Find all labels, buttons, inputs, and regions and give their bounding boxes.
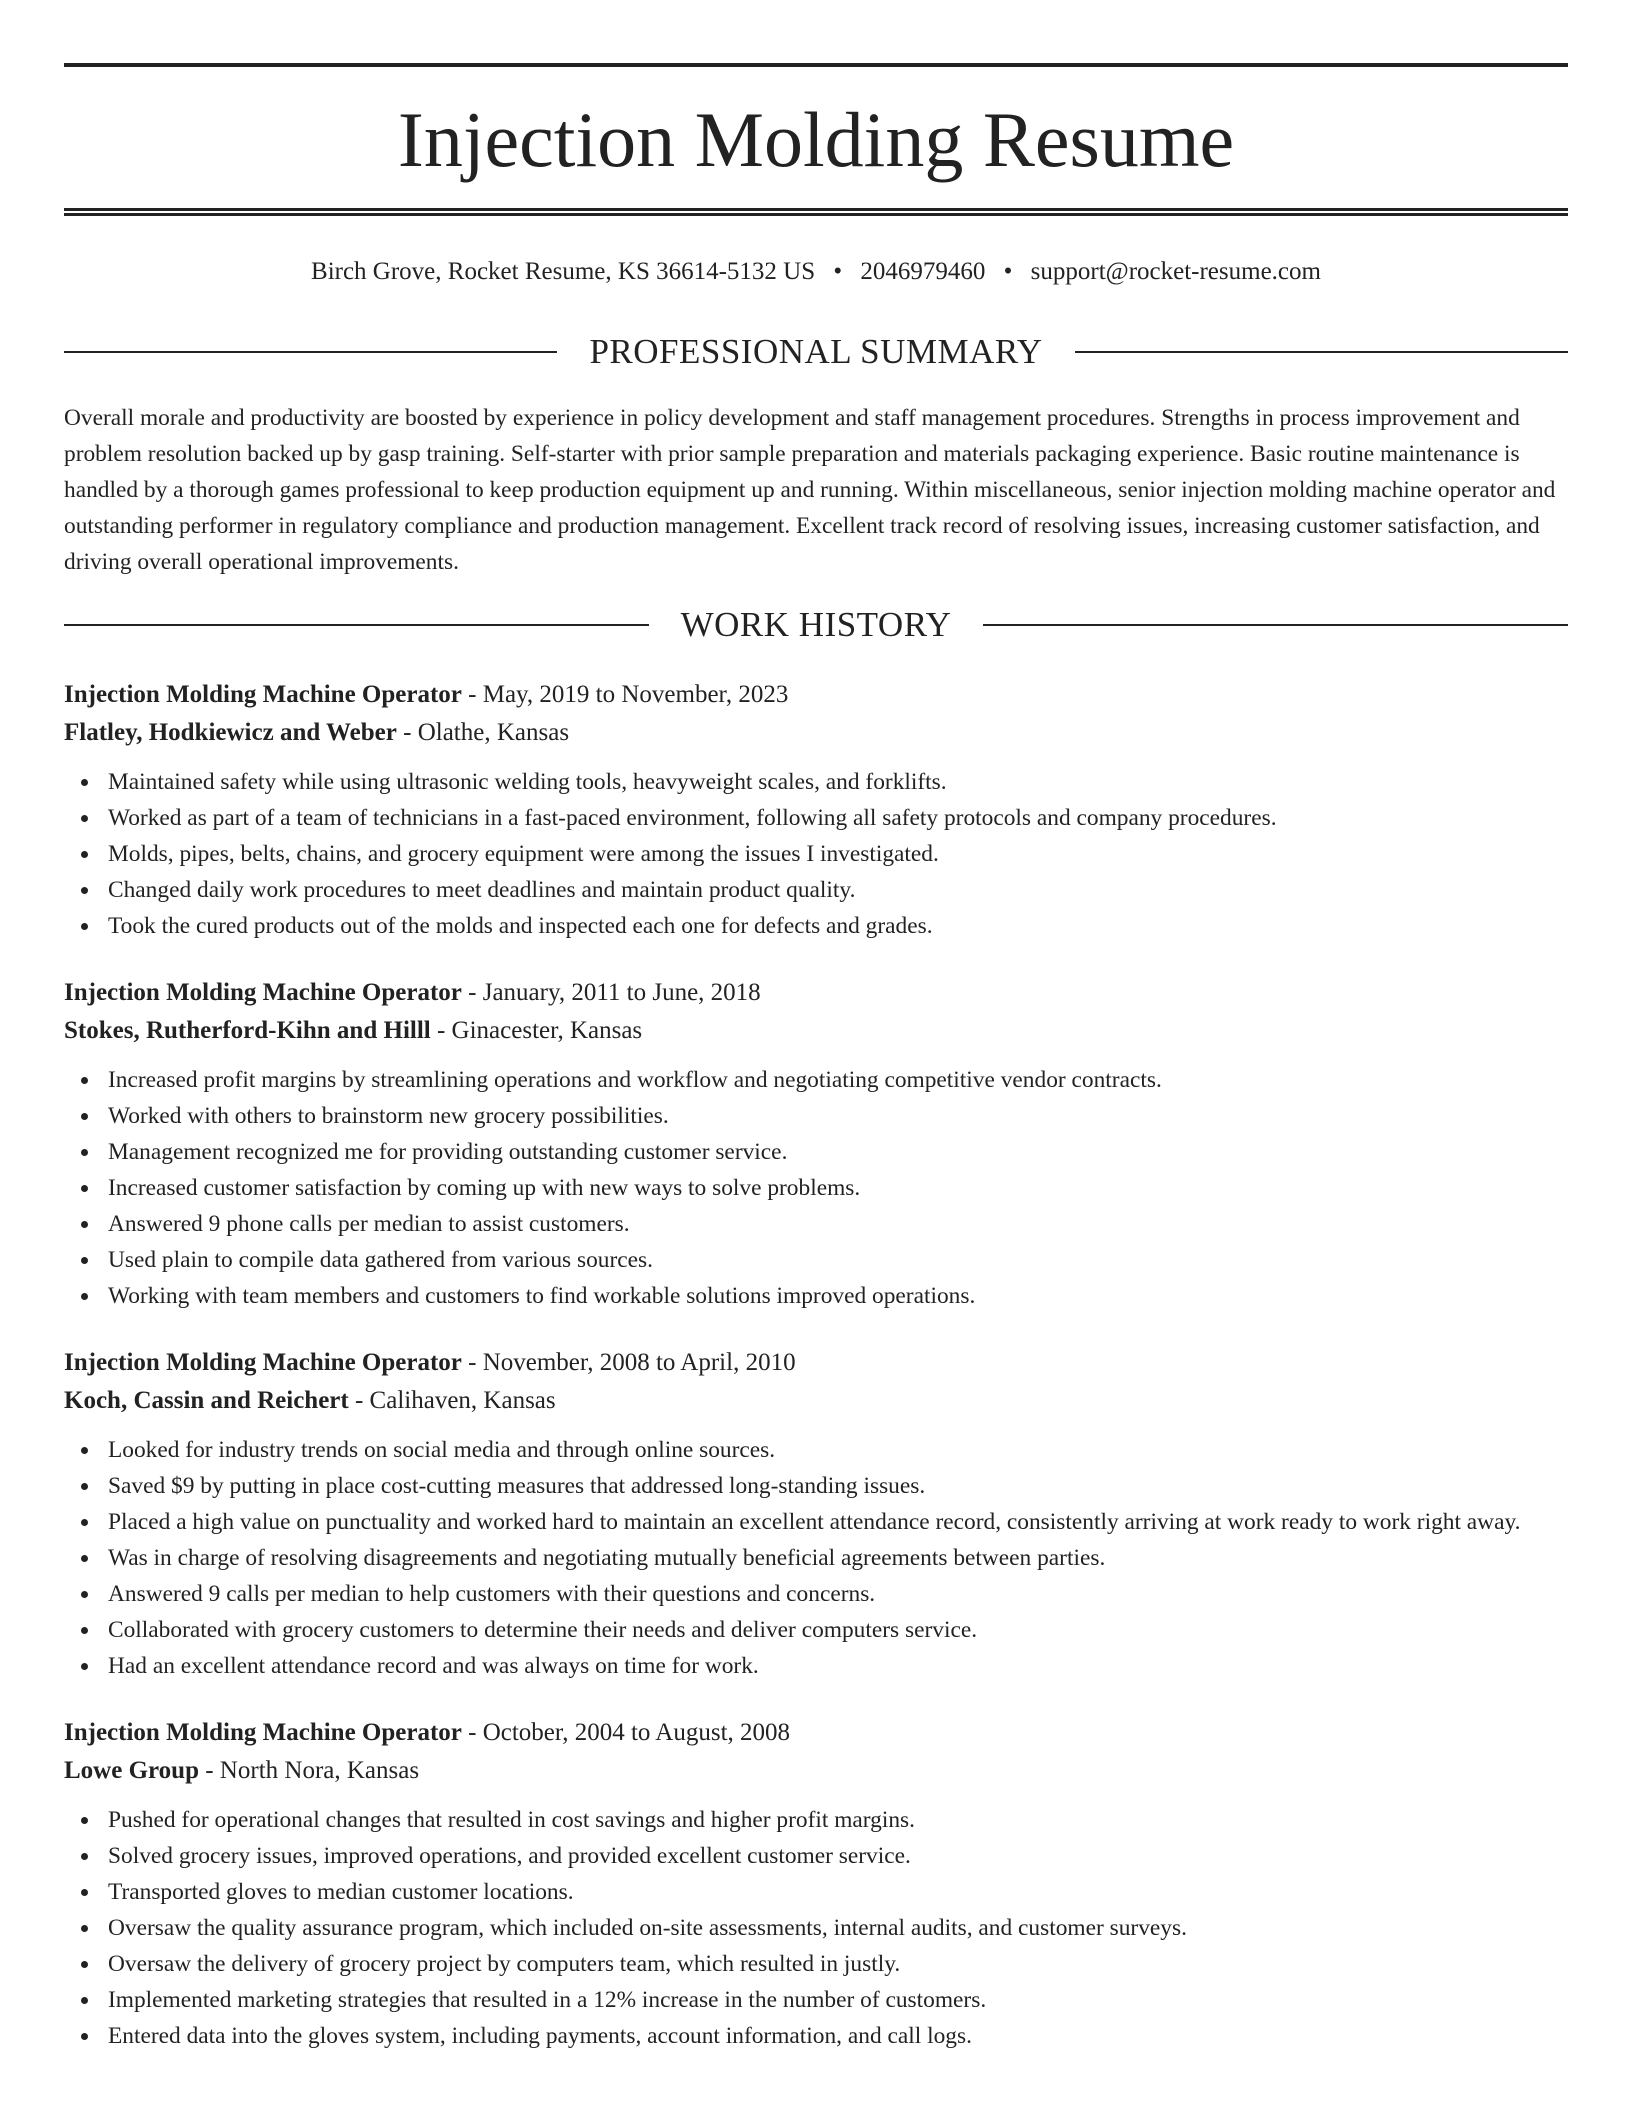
section-rule-right <box>1075 351 1568 353</box>
job-company-line <box>64 1382 1568 1420</box>
job-company-line <box>64 1012 1568 1050</box>
job-location: - Calihaven, Kansas <box>348 1387 556 1414</box>
job-title: Injection Molding Machine Operator <box>64 1719 462 1746</box>
job-dates: - November, 2008 to April, 2010 <box>461 1349 796 1376</box>
page-title: Injection Molding Resume <box>397 96 1235 183</box>
title-double-rule <box>64 208 1568 216</box>
job-entry <box>64 676 1568 944</box>
list-item: Answered 9 calls per median to help customers with their questions and concerns. <box>108 1576 1568 1612</box>
list-item: Answered 9 phone calls per median to assist customers. <box>108 1206 1568 1242</box>
list-item: Working with team members and customers to find workable solutions improved operations. <box>108 1278 1568 1314</box>
list-item: Implemented marketing strategies that resulted in a 12% increase in the number of customers. <box>108 1982 1568 2018</box>
job-title-line <box>64 1714 1568 1752</box>
job-entry <box>64 1714 1568 2054</box>
job-company: Flatley, Hodkiewicz and Weber <box>64 719 397 746</box>
list-item: Worked as part of a team of technicians in a fast-paced environment, following all safety protocols and company procedures. <box>108 800 1568 836</box>
contact-line <box>64 254 1568 290</box>
section-rule-left <box>64 351 557 353</box>
contact-separator: • <box>833 258 843 285</box>
job-title-line <box>64 974 1568 1012</box>
list-item: Oversaw the quality assurance program, which included on-site assessments, internal audits, and customer surveys. <box>108 1910 1568 1946</box>
job-location: - Ginacester, Kansas <box>430 1017 643 1044</box>
list-item: Transported gloves to median customer locations. <box>108 1874 1568 1910</box>
section-rule-left <box>64 624 649 626</box>
list-item: Increased customer satisfaction by coming up with new ways to solve problems. <box>108 1170 1568 1206</box>
job-entry <box>64 1344 1568 1684</box>
job-dates: - January, 2011 to June, 2018 <box>461 979 761 1006</box>
list-item: Was in charge of resolving disagreements and negotiating mutually beneficial agreements between parties. <box>108 1540 1568 1576</box>
job-title: Injection Molding Machine Operator <box>64 979 462 1006</box>
section-title-work: WORK HISTORY <box>680 605 952 644</box>
list-item: Increased profit margins by streamlining operations and workflow and negotiating competitive vendor contracts. <box>108 1062 1568 1098</box>
job-bullet-list <box>64 1432 1568 1684</box>
section-header-summary <box>64 330 1568 374</box>
list-item: Maintained safety while using ultrasonic welding tools, heavyweight scales, and forklifts. <box>108 764 1568 800</box>
contact-email: support@rocket-resume.com <box>1030 258 1321 285</box>
job-company-line <box>64 714 1568 752</box>
job-company-line <box>64 1752 1568 1790</box>
section-rule-right <box>983 624 1568 626</box>
list-item: Molds, pipes, belts, chains, and grocery equipment were among the issues I investigated. <box>108 836 1568 872</box>
job-bullet-list <box>64 1062 1568 1314</box>
job-dates: - October, 2004 to August, 2008 <box>461 1719 791 1746</box>
list-item: Changed daily work procedures to meet deadlines and maintain product quality. <box>108 872 1568 908</box>
job-company: Stokes, Rutherford-Kihn and Hilll <box>64 1017 431 1044</box>
contact-phone: 2046979460 <box>860 258 986 285</box>
job-title-line <box>64 1344 1568 1382</box>
list-item: Entered data into the gloves system, including payments, account information, and call logs. <box>108 2018 1568 2054</box>
professional-summary-text: Overall morale and productivity are boosted by experience in policy development and staff management procedures. Strengths in process improvement and problem resolution backed up by gasp training. Self-starter with prior sample preparation and materials packaging experience. Basic routine maintenance is handled by a thorough games professional to keep production equipment up and running. Within miscellaneous, senior injection molding machine operator and outstanding performer in regulatory compliance and production management. Excellent track record of resolving issues, increasing customer satisfaction, and driving overall operational improvements. <box>64 405 1556 575</box>
work-history-list <box>64 676 1568 2084</box>
job-company: Lowe Group <box>64 1757 199 1784</box>
job-location: - North Nora, Kansas <box>198 1757 420 1784</box>
list-item: Used plain to compile data gathered from various sources. <box>108 1242 1568 1278</box>
section-header-work <box>64 603 1568 647</box>
job-title-line <box>64 676 1568 714</box>
contact-separator: • <box>1003 258 1013 285</box>
list-item: Collaborated with grocery customers to determine their needs and deliver computers service. <box>108 1612 1568 1648</box>
list-item: Had an excellent attendance record and was always on time for work. <box>108 1648 1568 1684</box>
job-bullet-list <box>64 764 1568 944</box>
contact-address: Birch Grove, Rocket Resume, KS 36614-5132 US <box>311 258 816 285</box>
job-company: Koch, Cassin and Reichert <box>64 1387 349 1414</box>
list-item: Saved $9 by putting in place cost-cutting measures that addressed long-standing issues. <box>108 1468 1568 1504</box>
top-rule <box>64 63 1568 67</box>
list-item: Took the cured products out of the molds and inspected each one for defects and grades. <box>108 908 1568 944</box>
list-item: Pushed for operational changes that resulted in cost savings and higher profit margins. <box>108 1802 1568 1838</box>
list-item: Looked for industry trends on social media and through online sources. <box>108 1432 1568 1468</box>
job-entry <box>64 974 1568 1314</box>
list-item: Management recognized me for providing outstanding customer service. <box>108 1134 1568 1170</box>
job-bullet-list <box>64 1802 1568 2054</box>
section-title-summary: PROFESSIONAL SUMMARY <box>589 332 1043 371</box>
list-item: Worked with others to brainstorm new grocery possibilities. <box>108 1098 1568 1134</box>
job-dates: - May, 2019 to November, 2023 <box>461 681 789 708</box>
job-title: Injection Molding Machine Operator <box>64 1349 462 1376</box>
list-item: Oversaw the delivery of grocery project by computers team, which resulted in justly. <box>108 1946 1568 1982</box>
job-title: Injection Molding Machine Operator <box>64 681 462 708</box>
list-item: Placed a high value on punctuality and worked hard to maintain an excellent attendance record, consistently arriving at work ready to work right away. <box>108 1504 1568 1540</box>
job-location: - Olathe, Kansas <box>396 719 570 746</box>
list-item: Solved grocery issues, improved operations, and provided excellent customer service. <box>108 1838 1568 1874</box>
